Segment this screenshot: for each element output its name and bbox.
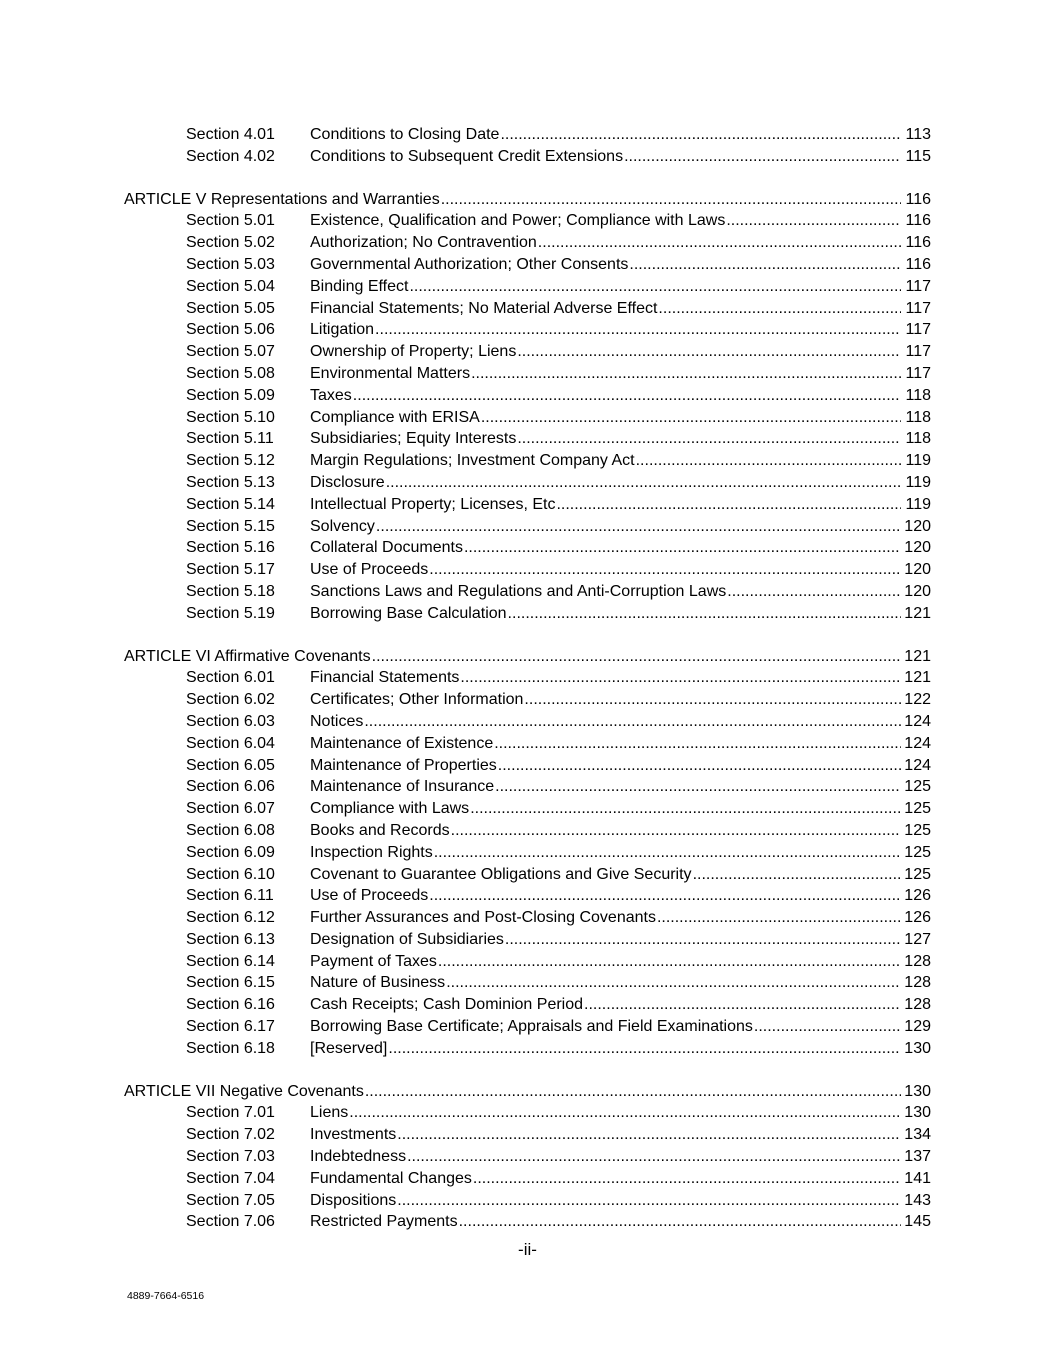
toc-section-row bbox=[124, 146, 931, 168]
section-title: Inspection Rights bbox=[310, 843, 433, 861]
dot-leader bbox=[376, 516, 901, 538]
section-page-number: 118 bbox=[905, 430, 931, 448]
dot-leader bbox=[429, 885, 901, 907]
section-title: [Reserved] bbox=[310, 1039, 388, 1057]
dot-leader bbox=[464, 537, 901, 559]
section-page-number: 117 bbox=[905, 343, 931, 361]
toc-section-row bbox=[124, 972, 931, 994]
toc-section-row bbox=[124, 1190, 931, 1212]
dot-leader bbox=[494, 733, 901, 755]
section-page-number: 122 bbox=[904, 691, 931, 709]
section-number: Section 6.06 bbox=[186, 778, 275, 796]
dot-leader bbox=[624, 146, 901, 168]
toc-article-row bbox=[124, 189, 931, 211]
toc-section-row bbox=[124, 1038, 931, 1060]
dot-leader bbox=[657, 907, 901, 929]
section-title: Use of Proceeds bbox=[310, 887, 429, 905]
section-number: Section 5.10 bbox=[186, 408, 275, 426]
dot-leader bbox=[441, 189, 901, 211]
section-page-number: 127 bbox=[904, 930, 931, 948]
toc-section-row bbox=[124, 1168, 931, 1190]
section-title: Indebtedness bbox=[310, 1148, 407, 1166]
toc-section-row bbox=[124, 407, 931, 429]
section-title: Maintenance of Existence bbox=[310, 734, 494, 752]
toc-section-row bbox=[124, 232, 931, 254]
toc-article-row bbox=[124, 1081, 931, 1103]
section-page-number: 134 bbox=[904, 1126, 931, 1144]
section-title: Designation of Subsidiaries bbox=[310, 930, 504, 948]
section-title: Books and Records bbox=[310, 821, 450, 839]
dot-leader bbox=[353, 385, 901, 407]
toc-section-row bbox=[124, 798, 931, 820]
section-title: Existence, Qualification and Power; Compliance with Laws bbox=[310, 212, 726, 230]
section-title: Cash Receipts; Cash Dominion Period bbox=[310, 996, 584, 1014]
section-title: Restricted Payments bbox=[310, 1213, 458, 1231]
section-page-number: 120 bbox=[904, 517, 931, 535]
section-page-number: 130 bbox=[904, 1039, 931, 1057]
section-page-number: 125 bbox=[904, 865, 931, 883]
section-page-number: 145 bbox=[904, 1213, 931, 1231]
article-title: ARTICLE VII Negative Covenants bbox=[124, 1082, 364, 1100]
page-number: -ii- bbox=[518, 1240, 537, 1259]
dot-leader bbox=[397, 1190, 901, 1212]
section-title: Ownership of Property; Liens bbox=[310, 343, 517, 361]
toc-section-row bbox=[124, 994, 931, 1016]
toc-section-row bbox=[124, 298, 931, 320]
section-page-number: 141 bbox=[904, 1169, 931, 1187]
section-page-number: 113 bbox=[905, 126, 931, 143]
dot-leader bbox=[372, 646, 901, 668]
dot-leader bbox=[498, 755, 901, 777]
section-page-number: 124 bbox=[904, 734, 931, 752]
section-page-number: 129 bbox=[904, 1018, 931, 1036]
dot-leader bbox=[365, 1081, 901, 1103]
section-number: Section 7.01 bbox=[186, 1104, 275, 1122]
section-number: Section 7.02 bbox=[186, 1126, 275, 1144]
section-number: Section 5.18 bbox=[186, 582, 275, 600]
document-id: 4889-7664-6516 bbox=[127, 1290, 205, 1302]
section-title: Liens bbox=[310, 1104, 349, 1122]
dot-leader bbox=[471, 363, 901, 385]
section-title: Payment of Taxes bbox=[310, 952, 437, 970]
dot-leader bbox=[460, 667, 901, 689]
section-title: Nature of Business bbox=[310, 974, 446, 992]
section-number: Section 5.15 bbox=[186, 517, 275, 535]
section-number: Section 5.19 bbox=[186, 604, 275, 622]
section-title: Environmental Matters bbox=[310, 364, 471, 382]
section-number: Section 7.03 bbox=[186, 1148, 275, 1166]
dot-leader bbox=[538, 232, 901, 254]
dot-leader bbox=[629, 254, 901, 276]
toc-section-row bbox=[124, 885, 931, 907]
dot-leader bbox=[517, 341, 901, 363]
section-title: Maintenance of Properties bbox=[310, 756, 497, 774]
section-number: Section 5.09 bbox=[186, 386, 275, 404]
toc-section-row bbox=[124, 319, 931, 341]
section-page-number: 143 bbox=[904, 1191, 931, 1209]
section-title: Governmental Authorization; Other Consents bbox=[310, 255, 629, 273]
dot-leader bbox=[727, 581, 901, 603]
article-page-number: 116 bbox=[905, 190, 931, 208]
section-number: Section 6.12 bbox=[186, 909, 275, 927]
toc-section-row bbox=[124, 820, 931, 842]
table-of-contents bbox=[124, 124, 931, 1233]
section-title: Binding Effect bbox=[310, 277, 409, 295]
toc-section-row bbox=[124, 667, 931, 689]
section-page-number: 115 bbox=[905, 147, 931, 165]
dot-leader bbox=[754, 1016, 901, 1038]
toc-section-row bbox=[124, 363, 931, 385]
dot-leader bbox=[434, 842, 901, 864]
toc-section-row bbox=[124, 581, 931, 603]
dot-leader bbox=[500, 124, 901, 146]
section-page-number: 125 bbox=[904, 800, 931, 818]
section-number: Section 5.12 bbox=[186, 452, 275, 470]
section-title: Financial Statements bbox=[310, 669, 460, 687]
article-title: ARTICLE V Representations and Warranties bbox=[124, 190, 440, 208]
section-number: Section 5.04 bbox=[186, 277, 275, 295]
section-number: Section 7.05 bbox=[186, 1191, 275, 1209]
section-title: Solvency bbox=[310, 517, 375, 535]
section-title: Certificates; Other Information bbox=[310, 691, 524, 709]
toc-section-row bbox=[124, 428, 931, 450]
section-page-number: 118 bbox=[905, 386, 931, 404]
section-title: Margin Regulations; Investment Company Act bbox=[310, 452, 635, 470]
dot-leader bbox=[584, 994, 901, 1016]
section-title: Maintenance of Insurance bbox=[310, 778, 495, 796]
dot-leader bbox=[556, 494, 901, 516]
toc-section-row bbox=[124, 537, 931, 559]
section-title: Investments bbox=[310, 1126, 397, 1144]
dot-leader bbox=[524, 689, 901, 711]
section-number: Section 5.05 bbox=[186, 299, 275, 317]
toc-section-row bbox=[124, 276, 931, 298]
section-page-number: 118 bbox=[905, 408, 931, 426]
section-number: Section 5.13 bbox=[186, 473, 275, 491]
section-title: Conditions to Subsequent Credit Extensions bbox=[310, 147, 624, 165]
section-page-number: 120 bbox=[904, 561, 931, 579]
section-number: Section 6.07 bbox=[186, 800, 275, 818]
dot-leader bbox=[481, 407, 901, 429]
section-page-number: 116 bbox=[905, 234, 931, 252]
section-number: Section 6.10 bbox=[186, 865, 275, 883]
section-page-number: 121 bbox=[904, 604, 931, 622]
section-page-number: 119 bbox=[905, 452, 931, 470]
section-number: Section 5.11 bbox=[186, 430, 274, 448]
toc-section-row bbox=[124, 1211, 931, 1233]
toc-section-row bbox=[124, 1124, 931, 1146]
section-title: Financial Statements; No Material Adverse Effect bbox=[310, 299, 658, 317]
toc-section-row bbox=[124, 1102, 931, 1124]
section-page-number: 116 bbox=[905, 212, 931, 230]
dot-leader bbox=[473, 1168, 901, 1190]
section-page-number: 137 bbox=[904, 1148, 931, 1166]
section-number: Section 5.03 bbox=[186, 255, 275, 273]
toc-section-row bbox=[124, 603, 931, 625]
dot-leader bbox=[451, 820, 901, 842]
section-number: Section 5.07 bbox=[186, 343, 275, 361]
toc-section-row bbox=[124, 1146, 931, 1168]
section-title: Use of Proceeds bbox=[310, 561, 429, 579]
toc-section-row bbox=[124, 494, 931, 516]
toc-section-row bbox=[124, 929, 931, 951]
section-number: Section 5.01 bbox=[186, 212, 275, 230]
toc-section-row bbox=[124, 385, 931, 407]
section-page-number: 125 bbox=[904, 778, 931, 796]
dot-leader bbox=[429, 559, 901, 581]
section-page-number: 121 bbox=[904, 669, 931, 687]
toc-section-row bbox=[124, 472, 931, 494]
section-number: Section 6.02 bbox=[186, 691, 275, 709]
section-title: Litigation bbox=[310, 321, 375, 339]
section-number: Section 7.06 bbox=[186, 1213, 275, 1231]
section-page-number: 126 bbox=[904, 909, 931, 927]
section-page-number: 117 bbox=[905, 321, 931, 339]
section-number: Section 5.08 bbox=[186, 364, 275, 382]
section-title: Conditions to Closing Date bbox=[310, 126, 500, 143]
toc-section-row bbox=[124, 689, 931, 711]
toc-article-row bbox=[124, 646, 931, 668]
section-title: Further Assurances and Post-Closing Covenants bbox=[310, 909, 656, 927]
section-number: Section 5.06 bbox=[186, 321, 275, 339]
section-title: Taxes bbox=[310, 386, 352, 404]
section-title: Authorization; No Contravention bbox=[310, 234, 537, 252]
section-title: Subsidiaries; Equity Interests bbox=[310, 430, 517, 448]
toc-section-row bbox=[124, 559, 931, 581]
section-page-number: 126 bbox=[904, 887, 931, 905]
toc-section-row bbox=[124, 516, 931, 538]
section-page-number: 124 bbox=[904, 756, 931, 774]
dot-leader bbox=[375, 319, 901, 341]
article-page-number: 130 bbox=[904, 1082, 931, 1100]
section-number: Section 6.01 bbox=[186, 669, 275, 687]
section-number: Section 6.13 bbox=[186, 930, 275, 948]
section-title: Covenant to Guarantee Obligations and Give Security bbox=[310, 865, 692, 883]
toc-section-row bbox=[124, 864, 931, 886]
dot-leader bbox=[508, 603, 901, 625]
toc-section-row bbox=[124, 776, 931, 798]
dot-leader bbox=[693, 864, 901, 886]
dot-leader bbox=[388, 1038, 901, 1060]
section-title: Collateral Documents bbox=[310, 539, 463, 557]
section-page-number: 124 bbox=[904, 712, 931, 730]
section-page-number: 120 bbox=[904, 582, 931, 600]
dot-leader bbox=[726, 210, 901, 232]
toc-section-row bbox=[124, 733, 931, 755]
section-number: Section 6.14 bbox=[186, 952, 275, 970]
dot-leader bbox=[459, 1211, 901, 1233]
section-page-number: 116 bbox=[905, 255, 931, 273]
toc-section-row bbox=[124, 907, 931, 929]
dot-leader bbox=[397, 1124, 901, 1146]
section-number: Section 4.01 bbox=[186, 126, 275, 143]
section-page-number: 117 bbox=[905, 277, 931, 295]
toc-section-row bbox=[124, 124, 931, 146]
section-title: Compliance with ERISA bbox=[310, 408, 480, 426]
section-number: Section 5.17 bbox=[186, 561, 275, 579]
dot-leader bbox=[386, 472, 901, 494]
section-title: Sanctions Laws and Regulations and Anti-Corruption Laws bbox=[310, 582, 727, 600]
section-number: Section 6.08 bbox=[186, 821, 275, 839]
section-page-number: 120 bbox=[904, 539, 931, 557]
dot-leader bbox=[505, 929, 901, 951]
toc-section-row bbox=[124, 341, 931, 363]
section-title: Fundamental Changes bbox=[310, 1169, 472, 1187]
dot-leader bbox=[364, 711, 901, 733]
dot-leader bbox=[470, 798, 901, 820]
section-title: Intellectual Property; Licenses, Etc bbox=[310, 495, 556, 513]
dot-leader bbox=[495, 776, 901, 798]
dot-leader bbox=[658, 298, 901, 320]
section-number: Section 6.17 bbox=[186, 1018, 275, 1036]
section-page-number: 125 bbox=[904, 821, 931, 839]
section-title: Borrowing Base Certificate; Appraisals and Field Examinations bbox=[310, 1018, 753, 1036]
section-page-number: 119 bbox=[905, 473, 931, 491]
section-number: Section 6.16 bbox=[186, 996, 275, 1014]
section-page-number: 128 bbox=[904, 952, 931, 970]
section-number: Section 6.15 bbox=[186, 974, 275, 992]
section-number: Section 5.02 bbox=[186, 234, 275, 252]
section-page-number: 117 bbox=[905, 299, 931, 317]
dot-leader bbox=[446, 972, 901, 994]
dot-leader bbox=[636, 450, 901, 472]
section-number: Section 5.16 bbox=[186, 539, 275, 557]
section-page-number: 130 bbox=[904, 1104, 931, 1122]
section-page-number: 125 bbox=[904, 843, 931, 861]
dot-leader bbox=[349, 1102, 901, 1124]
section-title: Notices bbox=[310, 712, 364, 730]
dot-leader bbox=[517, 428, 901, 450]
toc-section-row bbox=[124, 755, 931, 777]
section-number: Section 6.04 bbox=[186, 734, 275, 752]
toc-section-row bbox=[124, 450, 931, 472]
toc-section-row bbox=[124, 254, 931, 276]
section-number: Section 6.05 bbox=[186, 756, 275, 774]
section-page-number: 117 bbox=[905, 364, 931, 382]
toc-section-row bbox=[124, 711, 931, 733]
section-number: Section 6.09 bbox=[186, 843, 275, 861]
section-page-number: 128 bbox=[904, 974, 931, 992]
toc-section-row bbox=[124, 1016, 931, 1038]
toc-section-row bbox=[124, 842, 931, 864]
section-number: Section 6.18 bbox=[186, 1039, 275, 1057]
section-number: Section 5.14 bbox=[186, 495, 275, 513]
section-page-number: 119 bbox=[905, 495, 931, 513]
section-title: Disclosure bbox=[310, 473, 385, 491]
section-title: Borrowing Base Calculation bbox=[310, 604, 507, 622]
section-number: Section 6.11 bbox=[186, 887, 274, 905]
toc-section-row bbox=[124, 210, 931, 232]
article-page-number: 121 bbox=[904, 647, 931, 665]
section-title: Dispositions bbox=[310, 1191, 397, 1209]
section-number: Section 6.03 bbox=[186, 712, 275, 730]
toc-section-row bbox=[124, 951, 931, 973]
section-page-number: 128 bbox=[904, 996, 931, 1014]
section-title: Compliance with Laws bbox=[310, 800, 470, 818]
section-number: Section 4.02 bbox=[186, 147, 275, 165]
section-number: Section 7.04 bbox=[186, 1169, 275, 1187]
dot-leader bbox=[409, 276, 901, 298]
dot-leader bbox=[438, 951, 901, 973]
dot-leader bbox=[407, 1146, 901, 1168]
article-title: ARTICLE VI Affirmative Covenants bbox=[124, 647, 371, 665]
